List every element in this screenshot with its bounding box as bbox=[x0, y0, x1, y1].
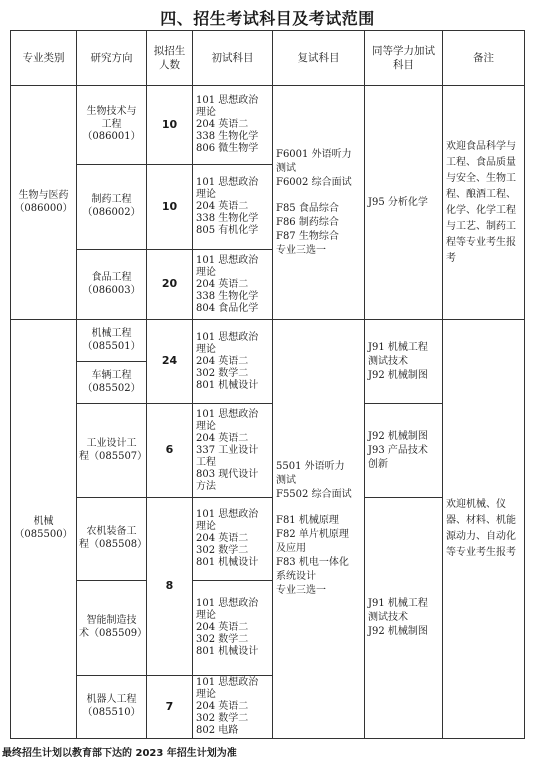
cell-line: F6001 外语听力 bbox=[276, 148, 352, 160]
cell-line: F87 生物综合 bbox=[276, 230, 339, 242]
cell-line: 理论 bbox=[196, 689, 216, 700]
cell-line: 204 英语二 bbox=[196, 622, 249, 633]
cell-line: 及应用 bbox=[276, 543, 306, 554]
cell-line: F82 单片机原理 bbox=[276, 529, 349, 540]
cell-line: 方法 bbox=[196, 480, 216, 492]
cell-line: 204 英语二 bbox=[196, 533, 249, 544]
category-cell: 机械 （085500） bbox=[11, 320, 77, 739]
header-row bbox=[11, 31, 525, 86]
quota-cell: 10 bbox=[147, 165, 193, 250]
cell-line: J92 机械制图 bbox=[368, 430, 428, 442]
cell-line: F83 机电一体化 bbox=[276, 557, 349, 568]
cell-line: 101 思想政治 bbox=[196, 598, 259, 609]
first-exam-cell bbox=[193, 320, 273, 404]
header-first-exam: 初试科目 bbox=[193, 31, 273, 86]
cell-line: 理论 bbox=[196, 189, 216, 200]
first-exam-cell bbox=[193, 581, 273, 676]
cell-line: 302 数学二 bbox=[196, 713, 249, 724]
remarks-cell: 欢迎食品科学与工程、食品质量与安全、生物工程、酿酒工程、化学、化学工程与工艺、制药工程等专业考生报考 bbox=[443, 86, 525, 320]
quota-cell: 24 bbox=[147, 320, 193, 404]
cell-line: 101 思想政治 bbox=[196, 408, 259, 420]
cell-line: F6002 综合面试 bbox=[276, 176, 352, 188]
header-retest: 复试科目 bbox=[273, 31, 365, 86]
equivalent-cell bbox=[365, 498, 443, 739]
equivalent-cell bbox=[365, 320, 443, 404]
cell-line: 801 机械设计 bbox=[196, 557, 259, 568]
cell-line: 创新 bbox=[368, 458, 388, 470]
quota-cell: 7 bbox=[147, 676, 193, 739]
page-title: 四、招生考试科目及考试范围 bbox=[160, 9, 375, 28]
cell-line: 测试 bbox=[276, 475, 296, 486]
cell-line: 101 思想政治 bbox=[196, 509, 259, 520]
equivalent-cell bbox=[365, 404, 443, 498]
cell-line bbox=[276, 190, 362, 202]
quota-cell: 10 bbox=[147, 86, 193, 165]
cell-line: 工程 bbox=[196, 456, 216, 468]
cell-line: 理论 bbox=[196, 521, 216, 532]
cell-line: F5502 综合面试 bbox=[276, 489, 352, 500]
direction-cell: 制药工程 （086002） bbox=[77, 165, 147, 250]
remarks-cell: 欢迎机械、仪器、材料、机能源动力、自动化等专业考生报考 bbox=[443, 320, 525, 739]
first-exam-cell bbox=[193, 498, 273, 581]
cell-line: 101 思想政治 bbox=[196, 95, 259, 106]
direction-cell: 工业设计工 程（085507） bbox=[77, 404, 147, 498]
cell-line: 专业三选一 bbox=[276, 585, 326, 596]
first-exam-cell bbox=[193, 676, 273, 739]
cell-line: 338 生物化学 bbox=[196, 131, 259, 142]
first-exam-cell bbox=[193, 250, 273, 320]
cell-line: J91 机械工程 bbox=[368, 341, 428, 353]
cell-line: J95 分析化学 bbox=[368, 196, 428, 208]
cell-line: F85 食品综合 bbox=[276, 202, 339, 214]
cell-line: 801 机械设计 bbox=[196, 379, 259, 391]
cell-line: 805 有机化学 bbox=[196, 225, 259, 236]
direction-cell: 机器人工程 （085510） bbox=[77, 676, 147, 739]
cell-line: 302 数学二 bbox=[196, 545, 249, 556]
cell-line: 802 电路 bbox=[196, 725, 239, 736]
equivalent-cell bbox=[365, 86, 443, 320]
cell-line: J92 机械制图 bbox=[368, 369, 428, 381]
table-row bbox=[11, 86, 525, 165]
cell-line: 专业三选一 bbox=[276, 244, 326, 256]
cell-line: 804 食品化学 bbox=[196, 302, 259, 314]
header-category: 专业类别 bbox=[11, 31, 77, 86]
header-equivalent: 同等学力加试 科目 bbox=[365, 31, 443, 86]
retest-cell bbox=[273, 320, 365, 739]
cell-line: 101 思想政治 bbox=[196, 177, 259, 188]
cell-line: 204 英语二 bbox=[196, 201, 249, 212]
cell-line: 101 思想政治 bbox=[196, 677, 259, 688]
cell-line: 806 微生物学 bbox=[196, 143, 259, 154]
cell-line: J91 机械工程 bbox=[368, 598, 428, 609]
direction-cell: 食品工程 （086003） bbox=[77, 250, 147, 320]
cell-line: 101 思想政治 bbox=[196, 254, 259, 266]
cell-line: 204 英语二 bbox=[196, 432, 249, 444]
cell-line: F86 制药综合 bbox=[276, 216, 339, 228]
direction-cell: 智能制造技 术（085509） bbox=[77, 581, 147, 676]
cell-line: 302 数学二 bbox=[196, 367, 249, 379]
cell-line: F81 机械原理 bbox=[276, 515, 339, 526]
header-quota: 拟招生 人数 bbox=[147, 31, 193, 86]
cell-line: 338 生物化学 bbox=[196, 213, 259, 224]
footer-note: 最终招生计划以教育部下达的 2023 年招生计划为准 bbox=[2, 748, 237, 759]
exam-subjects-table bbox=[10, 30, 525, 739]
first-exam-cell bbox=[193, 165, 273, 250]
quota-cell: 8 bbox=[147, 498, 193, 676]
first-exam-cell bbox=[193, 86, 273, 165]
first-exam-cell bbox=[193, 404, 273, 498]
cell-line: 204 英语二 bbox=[196, 701, 249, 712]
cell-line: 理论 bbox=[196, 107, 216, 118]
cell-line: 803 现代设计 bbox=[196, 468, 259, 480]
cell-line: 5501 外语听力 bbox=[276, 461, 345, 472]
cell-line: 101 思想政治 bbox=[196, 331, 259, 343]
table-row bbox=[11, 320, 525, 362]
cell-line: 801 机械设计 bbox=[196, 646, 259, 657]
cell-line: 204 英语二 bbox=[196, 278, 249, 290]
cell-line: 理论 bbox=[196, 266, 216, 278]
cell-line: 204 英语二 bbox=[196, 355, 249, 367]
cell-line: 理论 bbox=[196, 610, 216, 621]
cell-line: 302 数学二 bbox=[196, 634, 249, 645]
header-direction: 研究方向 bbox=[77, 31, 147, 86]
cell-line: J93 产品技术 bbox=[368, 444, 428, 456]
cell-line: 338 生物化学 bbox=[196, 290, 259, 302]
cell-line: J92 机械制图 bbox=[368, 626, 428, 637]
quota-cell: 20 bbox=[147, 250, 193, 320]
direction-cell: 农机装备工 程（085508） bbox=[77, 498, 147, 581]
cell-line: 测试 bbox=[276, 162, 296, 174]
header-remarks: 备注 bbox=[443, 31, 525, 86]
cell-line: 理论 bbox=[196, 420, 216, 432]
cell-line bbox=[276, 502, 362, 514]
direction-cell: 车辆工程 （085502） bbox=[77, 362, 147, 404]
direction-cell: 生物技术与 工程 （086001） bbox=[77, 86, 147, 165]
cell-line: 337 工业设计 bbox=[196, 444, 259, 456]
cell-line: 理论 bbox=[196, 343, 216, 355]
category-cell: 生物与医药 （086000） bbox=[11, 86, 77, 320]
retest-cell bbox=[273, 86, 365, 320]
direction-cell: 机械工程 （085501） bbox=[77, 320, 147, 362]
cell-line: 204 英语二 bbox=[196, 119, 249, 130]
cell-line: 测试技术 bbox=[368, 612, 408, 623]
cell-line: 系统设计 bbox=[276, 571, 316, 582]
quota-cell: 6 bbox=[147, 404, 193, 498]
cell-line: 测试技术 bbox=[368, 355, 408, 367]
